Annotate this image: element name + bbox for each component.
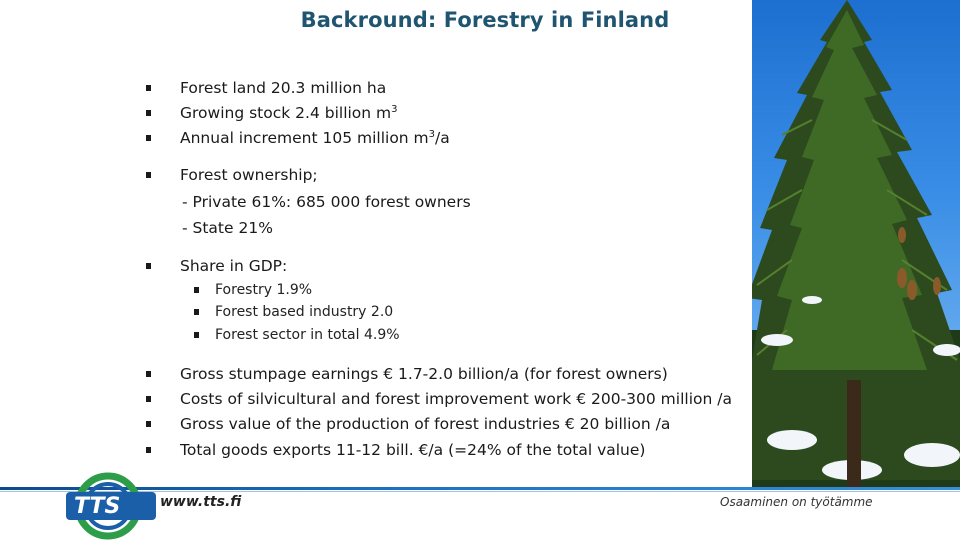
bullet-marker	[194, 287, 199, 293]
ownership-state: - State 21%	[182, 219, 273, 237]
bullet-marker	[194, 309, 199, 315]
ownership-private: - Private 61%: 685 000 forest owners	[182, 193, 471, 211]
bullet-annual-increment: Annual increment 105 million $m^3/a$	[180, 128, 450, 148]
spruce-tree-illustration	[752, 0, 960, 490]
slide-title: Backround: Forestry in Finland	[300, 8, 670, 32]
bullet-marker	[146, 172, 151, 178]
bullet-exports: Total goods exports 11-12 bill. €/a (=24% of the total value)	[180, 440, 645, 460]
bullet-marker	[146, 110, 151, 116]
bullet-stumpage: Gross stumpage earnings € 1.7-2.0 billion/a (for forest owners)	[180, 364, 668, 384]
tts-logo-text: TTS	[74, 494, 121, 519]
bullet-marker	[146, 263, 151, 269]
bullet-forest-ownership: Forest ownership;	[180, 165, 318, 185]
gdp-item: Forestry 1.9%	[215, 281, 312, 299]
bullet-marker	[146, 135, 151, 141]
footer-slogan: Osaaminen on työtämme	[720, 495, 873, 509]
bullet-growing-stock: Growing stock 2.4 billion $m^3$	[180, 103, 398, 123]
bullet-marker	[146, 447, 151, 453]
bullet-marker	[146, 396, 151, 402]
website-link[interactable]: www.tts.fi	[160, 494, 242, 510]
bullet-silvicultural: Costs of silvicultural and forest improvement work € 200-300 million /a	[180, 389, 732, 409]
bullet-production: Gross value of the production of forest industries € 20 billion /a	[180, 414, 670, 434]
bullet-marker	[146, 85, 151, 91]
bullet-marker	[146, 421, 151, 427]
bullet-marker	[194, 332, 199, 338]
gdp-item: Forest sector in total 4.9%	[215, 326, 400, 344]
bullet-forest-land: Forest land 20.3 million ha	[180, 78, 386, 98]
tts-logo-icon	[66, 462, 156, 540]
bullet-share-gdp: Share in GDP:	[180, 256, 287, 276]
gdp-item: Forest based industry 2.0	[215, 303, 393, 321]
bullet-marker	[146, 371, 151, 377]
spruce-tree-photo	[752, 0, 960, 490]
